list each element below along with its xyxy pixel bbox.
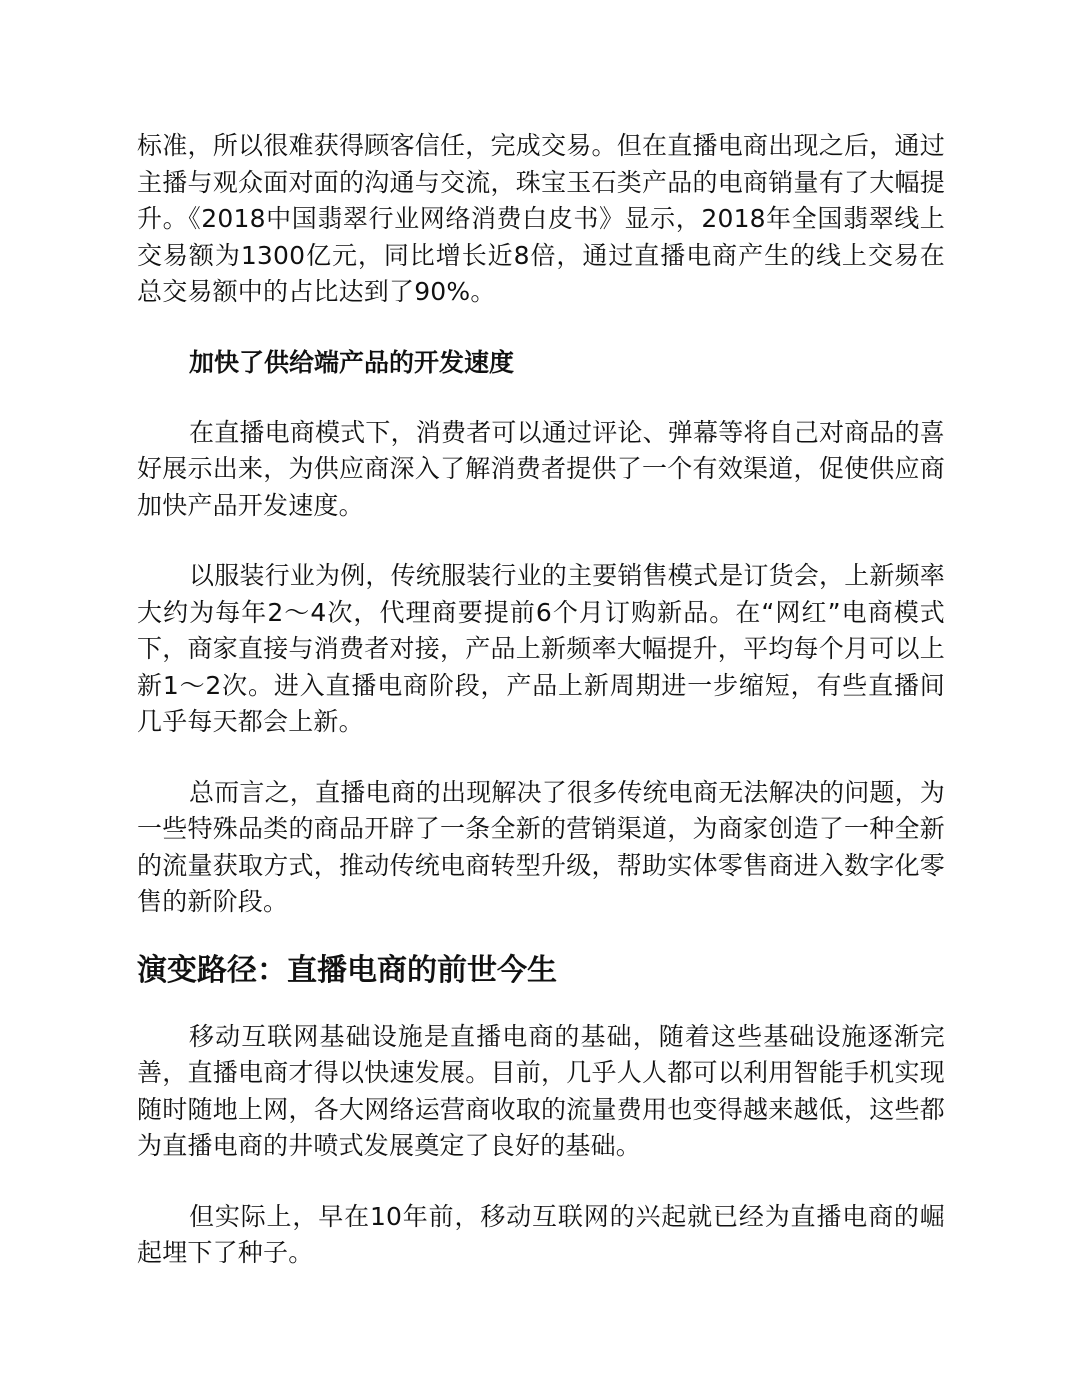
subheading-supply-side: 加快了供给端产品的开发速度: [189, 347, 515, 377]
paragraph-summary: 总而言之，直播电商的出现解决了很多传统电商无法解决的问题，为一些特殊品类的商品开辟了一条全新的营销渠道，为商家创造了一种全新的流量获取方式，推动传统电商转型升级，帮助实体零售商进入数字化零售的新阶段。: [137, 777, 946, 916]
paragraph-consumer-feedback: 在直播电商模式下，消费者可以通过评论、弹幕等将自己对商品的喜好展示出来，为供应商深入了解消费者提供了一个有效渠道，促使供应商加快产品开发速度。: [137, 417, 946, 520]
paragraph-jewelry-sales: 标准，所以很难获得顾客信任，完成交易。但在直播电商出现之后，通过主播与观众面对面的沟通与交流，珠宝玉石类产品的电商销量有了大幅提升。《2018中国翡翠行业网络消费白皮书》显示，2018年全国翡翠线上交易额为1300亿元，同比增长近8倍，通过直播电商产生的线上交易在总交易额中的占比达到了90%。: [137, 131, 945, 306]
document-page: [137, 128, 945, 1306]
paragraph-ten-years-ago: 但实际上，早在10年前，移动互联网的兴起就已经为直播电商的崛起埋下了种子。: [137, 1201, 945, 1267]
section-title-evolution: 演变路径：直播电商的前世今生: [137, 952, 557, 988]
paragraph-mobile-infrastructure: 移动互联网基础设施是直播电商的基础，随着这些基础设施逐渐完善，直播电商才得以快速发展。目前，几乎人人都可以利用智能手机实现随时随地上网，各大网络运营商收取的流量费用也变得越来越低，这些都为直播电商的井喷式发展奠定了良好的基础。: [137, 1021, 945, 1160]
paragraph-clothing-example: 以服装行业为例，传统服装行业的主要销售模式是订货会，上新频率大约为每年2～4次，代理商要提前6个月订购新品。在“网红”电商模式下，商家直接与消费者对接，产品上新频率大幅提升，平均每个月可以上新1～2次。进入直播电商阶段，产品上新周期进一步缩短，有些直播间几乎每天都会上新。: [137, 561, 946, 736]
